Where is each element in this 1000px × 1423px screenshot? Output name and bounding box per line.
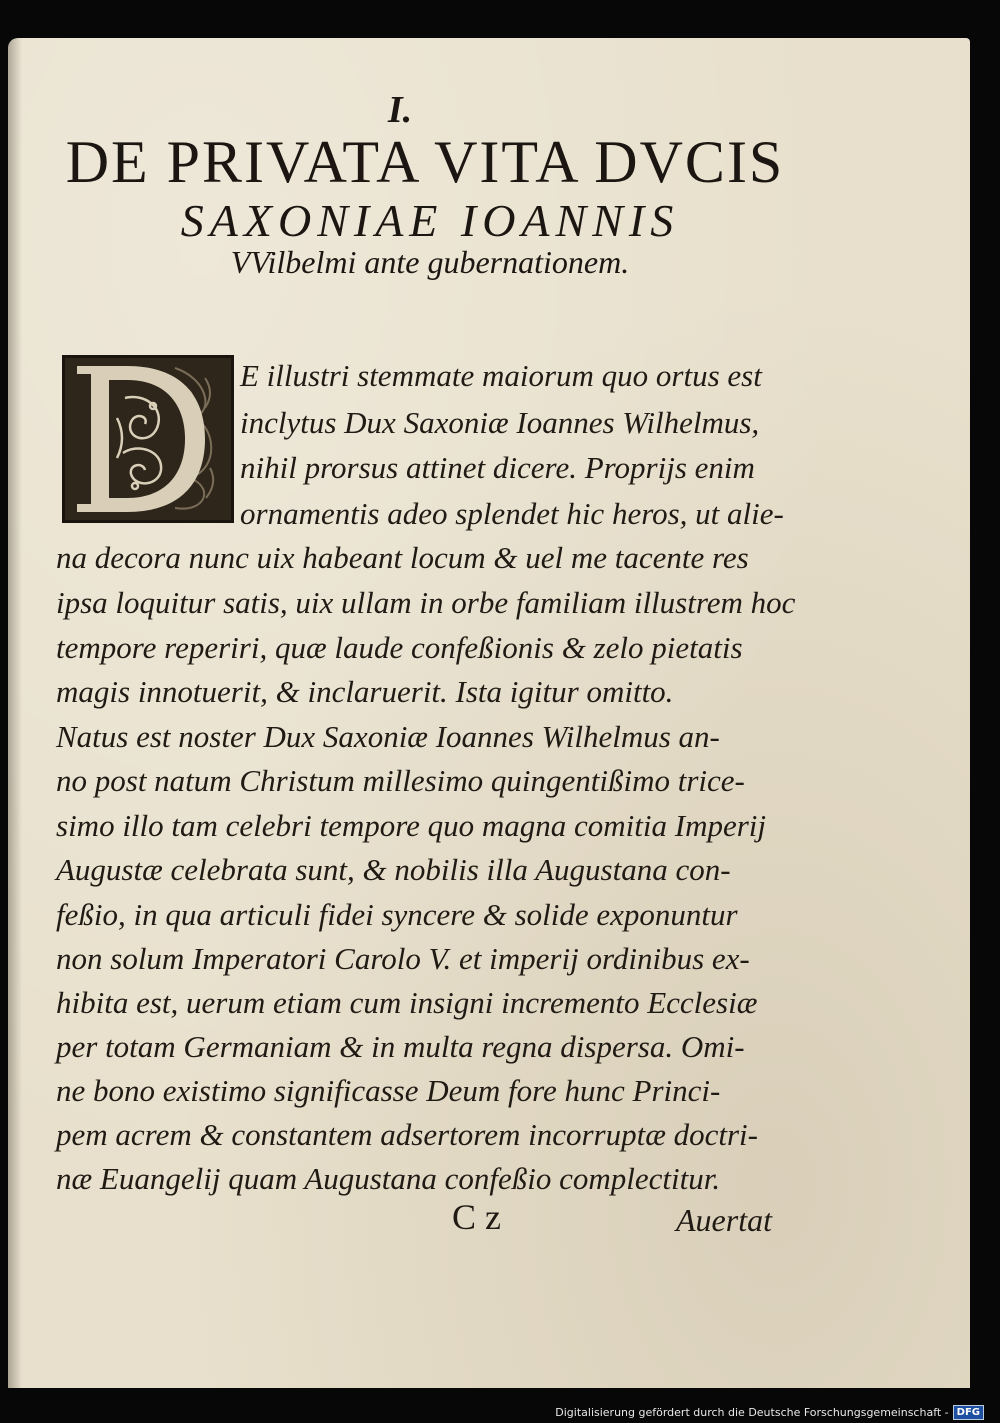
digitization-credit <box>555 1404 984 1420</box>
body-line: hibita est, uerum etiam cum insigni incremento Ecclesiæ <box>56 985 758 1020</box>
body-line: pem acrem & constantem adsertorem incorruptæ doctri- <box>56 1117 758 1152</box>
page-subtitle-line3: VVilbelmi ante gubernationem. <box>230 244 630 280</box>
body-line: ornamentis adeo splendet hic heros, ut alie- <box>240 496 784 531</box>
body-line: nihil prorsus attinet dicere. Proprijs enim <box>240 450 755 485</box>
page-title: DE PRIVATA VITA DVCIS <box>65 129 785 195</box>
page-edge-shadow <box>8 38 22 1388</box>
body-line: tempore reperiri, quæ laude confeßionis & zelo pietatis <box>56 630 743 665</box>
decorated-initial-d-icon <box>65 358 231 520</box>
body-line: E illustri stemmate maiorum quo ortus est <box>240 358 762 393</box>
folio-number: I. <box>387 89 413 131</box>
body-line: næ Euangelij quam Augustana confeßio complectitur. <box>56 1161 721 1196</box>
decorated-initial <box>62 355 234 523</box>
signature-mark: C z <box>452 1197 501 1237</box>
body-line: per totam Germaniam & in multa regna dispersa. Omi- <box>56 1029 745 1064</box>
body-line: no post natum Christum millesimo quingentißimo trice- <box>56 763 745 798</box>
body-line: inclytus Dux Saxoniæ Ioannes Wilhelmus, <box>240 405 760 440</box>
body-line: magis innotuerit, & inclaruerit. Ista igitur omitto. <box>56 674 674 709</box>
body-line: Augustæ celebrata sunt, & nobilis illa Augustana con- <box>56 852 731 887</box>
body-line: simo illo tam celebri tempore quo magna comitia Imperij <box>56 808 767 843</box>
body-line: ipsa loquitur satis, uix ullam in orbe familiam illustrem hoc <box>56 585 796 620</box>
catchword: Auertat <box>676 1202 772 1238</box>
credit-text: Digitalisierung gefördert durch die Deutsche Forschungsgemeinschaft - <box>555 1405 949 1419</box>
page-subtitle: SAXONIAE IOANNIS <box>180 195 680 246</box>
body-line: na decora nunc uix habeant locum & uel me tacente res <box>56 540 749 575</box>
body-line: feßio, in qua articuli fidei syncere & solide exponuntur <box>56 897 738 932</box>
body-line: ne bono existimo significasse Deum fore hunc Princi- <box>56 1073 721 1108</box>
body-line: non solum Imperatori Carolo V. et imperij ordinibus ex- <box>56 941 750 976</box>
dfg-logo: DFG <box>953 1405 984 1420</box>
body-line: Natus est noster Dux Saxoniæ Ioannes Wilhelmus an- <box>56 719 720 754</box>
